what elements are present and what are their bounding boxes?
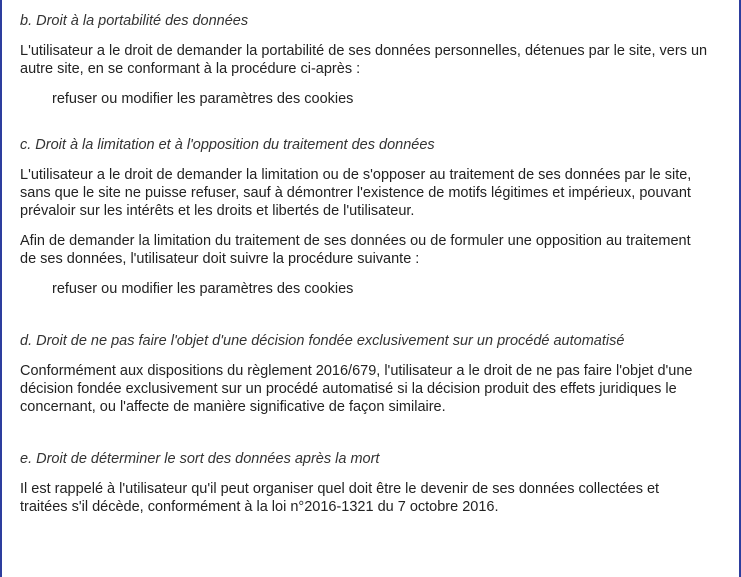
section-b-procedure: refuser ou modifier les paramètres des cookies: [52, 91, 354, 107]
section-b-heading: b. Droit à la portabilité des données: [20, 13, 249, 29]
section-c-p1-line-3: prévaloir sur les intérêts et les droits et libertés de l'utilisateur.: [20, 203, 415, 219]
section-b-line-1: L'utilisateur a le droit de demander la portabilité de ses données personnelles, détenues par le site, vers un: [20, 43, 708, 59]
section-c-p1-line-2: sans que le site ne puisse refuser, sauf à démontrer l'existence de motifs légitimes et impérieux, pouvant: [20, 185, 691, 201]
document-content: [20, 12, 741, 528]
section-d-line-2: décision fondée exclusivement sur un procédé automatisé si la décision produit des effets juridiques le: [20, 381, 677, 397]
section-c-p1-line-1: L'utilisateur a le droit de demander la limitation ou de s'opposer au traitement de ses données par le site,: [20, 167, 692, 183]
section-c-p2-line-1: Afin de demander la limitation du traitement de ses données ou de formuler une opposition au traitement: [20, 233, 691, 249]
section-d-paragraph: [20, 362, 741, 416]
section-e-heading: e. Droit de déterminer le sort des données après la mort: [20, 451, 380, 467]
section-e-paragraph: [20, 480, 741, 516]
section-e-line-1: Il est rappelé à l'utilisateur qu'il peut organiser quel doit être le devenir de ses données collectées et: [20, 481, 660, 497]
section-c-paragraph-2: [20, 232, 741, 268]
section-d-heading: d. Droit de ne pas faire l'objet d'une décision fondée exclusivement sur un procédé automatisé: [20, 333, 625, 349]
section-c-paragraph-1: [20, 166, 741, 220]
section-c-p2-line-2: de ses données, l'utilisateur doit suivre la procédure suivante :: [20, 251, 420, 267]
section-e-line-2: traitées s'il décède, conformément à la loi n°2016-1321 du 7 octobre 2016.: [20, 499, 499, 515]
section-c-heading: c. Droit à la limitation et à l'opposition du traitement des données: [20, 137, 435, 153]
section-b-line-2: autre site, en se conformant à la procédure ci-après :: [20, 61, 361, 77]
section-c-procedure: refuser ou modifier les paramètres des cookies: [52, 281, 354, 297]
section-d-line-3: concernant, ou l'affecte de manière significative de façon similaire.: [20, 399, 446, 415]
section-b-paragraph: [20, 42, 741, 78]
section-d-line-1: Conformément aux dispositions du règlement 2016/679, l'utilisateur a le droit de ne pas faire l'objet d'une: [20, 363, 693, 379]
